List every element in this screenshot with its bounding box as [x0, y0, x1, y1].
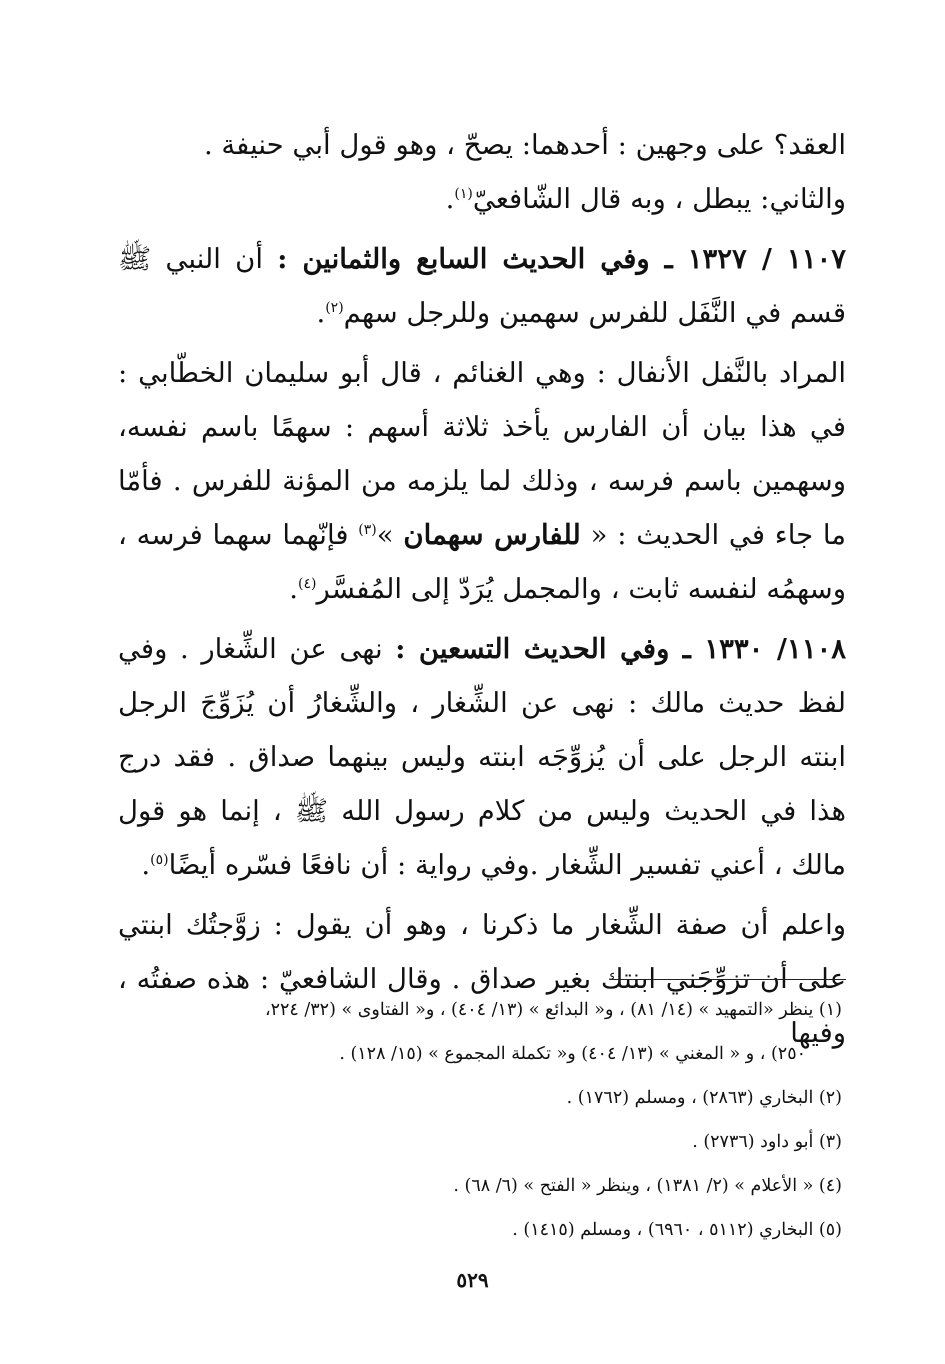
hadith-entry-1107: [118, 232, 846, 340]
period: .: [289, 573, 299, 605]
footnotes: [118, 988, 842, 1252]
hadith-heading: ١١٠٨/ ١٣٣٠ ـ وفي الحديث التسعين :: [395, 633, 847, 665]
paragraph-line: العقد؟ على وجهين : أحدهما: يصحّ ، وهو قول أبي حنيفة .: [203, 129, 846, 161]
main-text: [118, 118, 846, 1066]
commentary-text: فإنّهما سهما فرسه ، وسهمُه لنفسه ثابت ، والمجمل يُرَدّ إلى المُفسَّر: [118, 519, 846, 605]
footnote-5: (٥) البخاري (٥١١٢ ، ٦٩٦٠) ، ومسلم (١٤١٥) .: [512, 1220, 842, 1240]
hadith-text: نهى عن الشِّغار . وفي لفظ حديث مالك : نهى عن الشِّغار ، والشِّغارُ أن يُزَوِّجَ الرجل ابنته الرجل على أن يُزوِّجَه ابنته وليس بينهما صداق . فقد درج هذا في الحديث وليس من كلام رسول الله ﷺ ، إنما هو قول مالك ، أعني تفسير الشِّغار .وفي رواية : أن نافعًا فسّره أيضًا: [118, 633, 846, 881]
hadith-text: أن النبي ﷺ قسم في النَّفَل للفرس سهمين وللرجل سهم: [118, 243, 846, 329]
footnote-divider: [611, 979, 846, 980]
period: .: [316, 297, 326, 329]
footnote-ref: (٢): [325, 299, 344, 316]
page-number: ٥٢٩: [456, 1268, 489, 1292]
footnote-ref: (١): [454, 185, 473, 202]
period: .: [141, 849, 151, 881]
period: .: [445, 183, 455, 215]
footnote-1-continued: ٢٥٠) ، و « المغني » (١٣/ ٤٠٤) و« تكملة المجموع » (١٥/ ١٢٨) .: [339, 1044, 806, 1064]
footnote-ref: (٥): [150, 851, 169, 868]
hadith-heading: ١١٠٧ / ١٣٢٧ ـ وفي الحديث السابع والثمانين :: [277, 243, 847, 275]
paragraph-text: واعلم أن صفة الشِّغار ما ذكرنا ، وهو أن يقول : زوَّجتُك ابنتي على أن تزوِّجَني ابنتك بغير صداق . وقال الشافعيّ : هذه صفتُه ، وفيها: [118, 909, 846, 1049]
footnote-ref: (٤): [298, 575, 317, 592]
footnote-3: (٣) أبو داود (٢٧٣٦) .: [692, 1132, 842, 1152]
paragraph-1: [118, 118, 846, 226]
paragraph-line: والثاني: يبطل ، وبه قال الشّافعيّ: [472, 183, 846, 215]
quote-close: »: [376, 519, 394, 551]
footnote-2: (٢) البخاري (٢٨٦٣) ، ومسلم (١٧٦٢) .: [566, 1088, 842, 1108]
hadith-entry-1108: [118, 622, 846, 892]
commentary-paragraph: [118, 346, 846, 616]
hadith-quote: للفارس سهمان: [403, 519, 581, 551]
commentary-text: المراد بالنَّفل الأنفال : وهي الغنائم ، قال أبو سليمان الخطّابي : في هذا بيان أن الفارس يأخذ ثلاثة أسهم : سهمًا باسم نفسه، وسهمين باسم فرسه ، وذلك لما يلزمه من المؤنة للفرس . فأمّا ما جاء في الحديث : «: [118, 357, 846, 551]
footnote-1: (١) ينظر «التمهيد » (١٤/ ٨١) ، و« البدائع » (١٣/ ٤٠٤) ، و« الفتاوى » (٣٢/ ٢٢٤،: [264, 1000, 842, 1020]
footnote-4: (٤) « الأعلام » (٢/ ١٣٨١) ، وينظر « الفتح » (٦/ ٦٨) .: [453, 1176, 842, 1196]
footnote-ref: (٣): [358, 521, 377, 538]
